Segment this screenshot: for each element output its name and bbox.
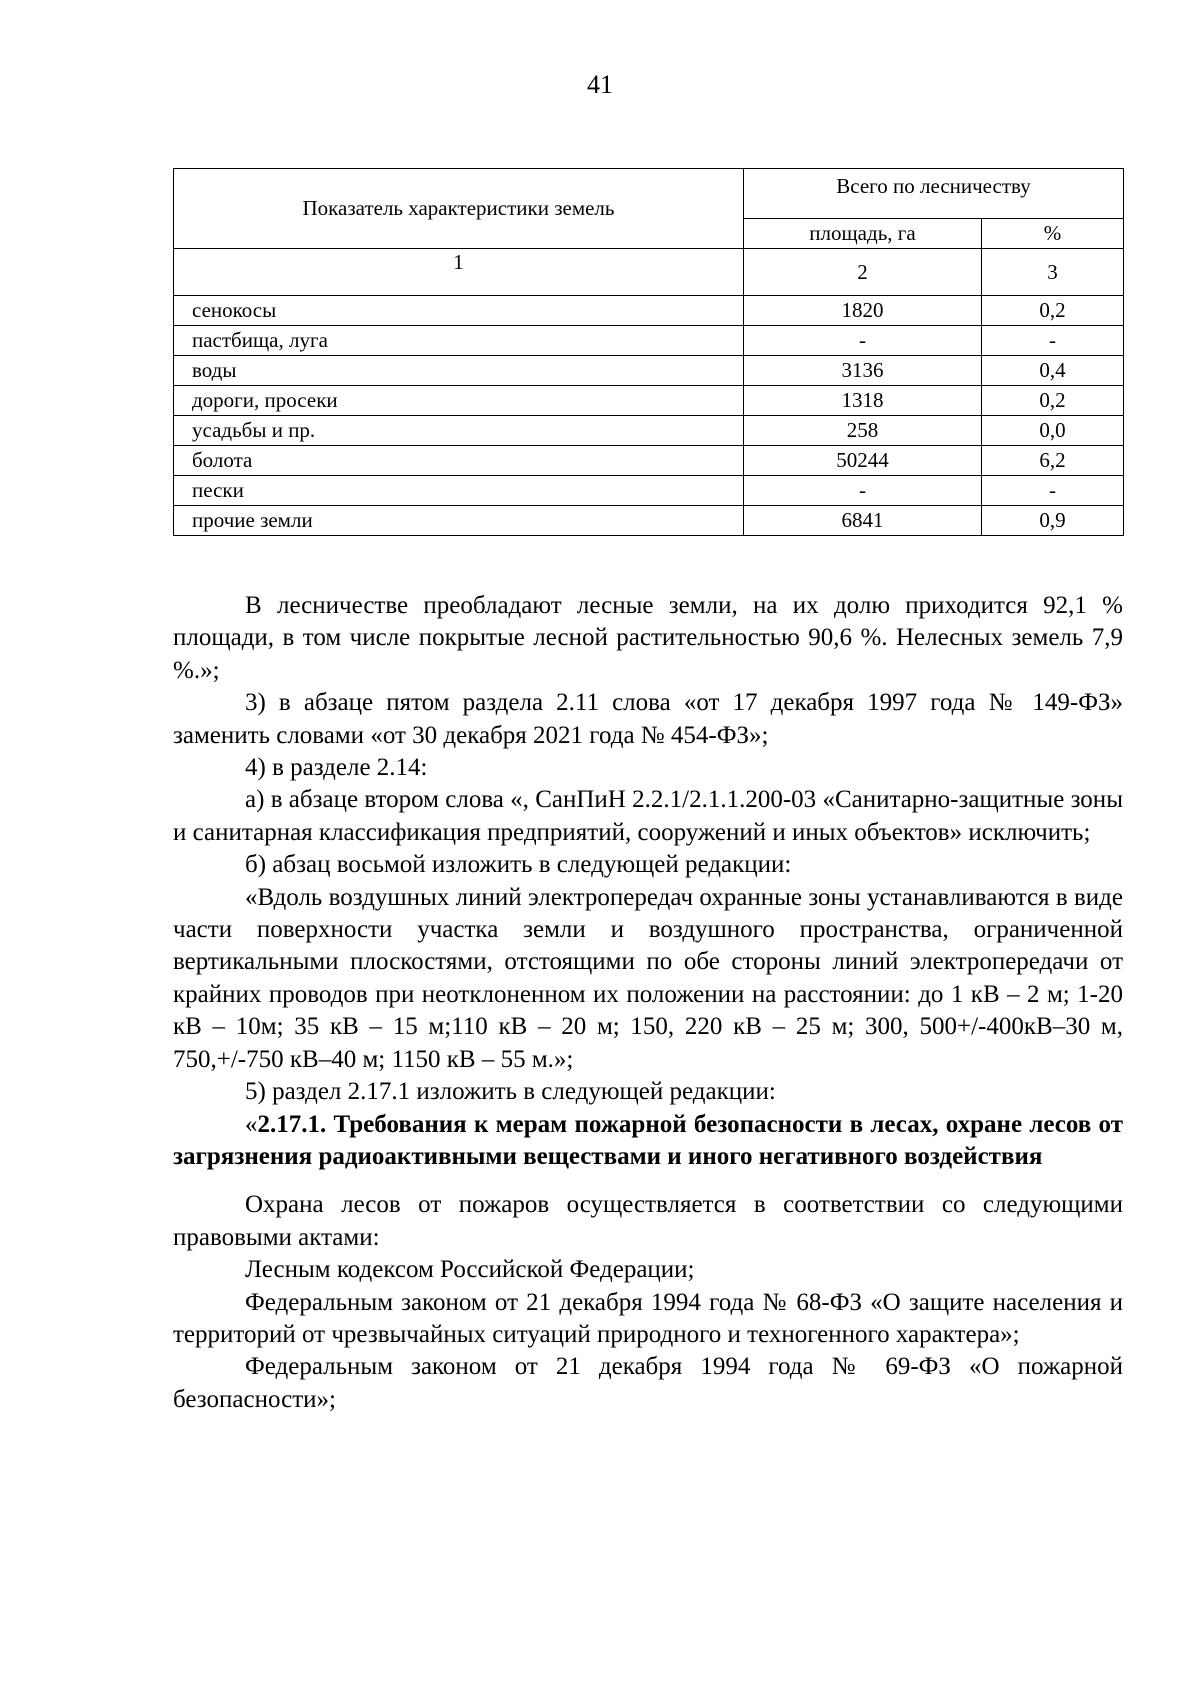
- table-row: [174, 476, 1124, 506]
- table-row: [174, 446, 1124, 476]
- row-percent: 0,2: [982, 386, 1124, 416]
- row-percent: 0,2: [982, 296, 1124, 326]
- paragraph-forest-code: Лесным кодексом Российской Федерации;: [245, 1256, 695, 1284]
- table-header-row: [174, 169, 1124, 219]
- group-header: Всего по лесничеству: [744, 169, 1124, 219]
- paragraph-item-5: 5) раздел 2.17.1 изложить в следующей редакции:: [245, 1078, 776, 1106]
- col3-header: %: [982, 219, 1124, 249]
- row-percent: 0,9: [982, 506, 1124, 536]
- paragraph-fire-protection: Охрана лесов от пожаров осуществляется в соответствии со следующими правовыми актами:: [173, 1191, 1123, 1251]
- column-number-1: 1: [174, 249, 744, 296]
- row-percent: 0,0: [982, 416, 1124, 446]
- row-percent: -: [982, 326, 1124, 356]
- table-row: [174, 356, 1124, 386]
- row-area: 3136: [744, 356, 982, 386]
- column-number-2: 2: [744, 249, 982, 296]
- row-percent: 0,4: [982, 356, 1124, 386]
- col1-header: Показатель характеристики земель: [174, 169, 744, 249]
- row-name: пастбища, луга: [174, 326, 744, 356]
- row-name: болота: [174, 446, 744, 476]
- row-name: пески: [174, 476, 744, 506]
- row-name: сенокосы: [174, 296, 744, 326]
- heading-text: 2.17.1. Требования к мерам пожарной безопасности в лесах, охране лесов от загрязнения радиоактивными веществами и иного негативного воздействия: [173, 1110, 1123, 1170]
- col2-header: площадь, га: [744, 219, 982, 249]
- page-number: 41: [587, 70, 613, 99]
- paragraph-item-4a: а) в абзаце втором слова «, СанПиН 2.2.1/2.1.1.200-03 «Санитарно-защитные зоны и санитарная классификация предприятий, сооружений и иных объектов» исключить;: [173, 786, 1123, 846]
- table-row: [174, 506, 1124, 536]
- paragraph-item-4: 4) в разделе 2.14:: [245, 754, 428, 782]
- row-name: дороги, просеки: [174, 386, 744, 416]
- paragraph-forest-lands: В лесничестве преобладают лесные земли, на их долю приходится 92,1 % площади, в том числе покрытые лесной растительностью 90,6 %. Нелесных земель 7,9 %.»;: [173, 592, 1123, 684]
- row-area: 258: [744, 416, 982, 446]
- row-name: воды: [174, 356, 744, 386]
- row-area: 50244: [744, 446, 982, 476]
- column-number-3: 3: [982, 249, 1124, 296]
- table-row: [174, 416, 1124, 446]
- row-area: -: [744, 476, 982, 506]
- paragraph-item-3: 3) в абзаце пятом раздела 2.11 слова «от 17 декабря 1997 года № 149-ФЗ» заменить словами «от 30 декабря 2021 года № 454-ФЗ»;: [173, 689, 1123, 749]
- paragraph-item-4b: б) абзац восьмой изложить в следующей редакции:: [245, 851, 792, 879]
- row-percent: -: [982, 476, 1124, 506]
- table-row: [174, 296, 1124, 326]
- row-name: прочие земли: [174, 506, 744, 536]
- heading-open-quote: «: [245, 1110, 258, 1138]
- paragraph-law-68: Федеральным законом от 21 декабря 1994 года № 68-ФЗ «О защите населения и территорий от чрезвычайных ситуаций природного и техногенного характера»;: [173, 1288, 1123, 1348]
- row-area: 1318: [744, 386, 982, 416]
- row-area: 6841: [744, 506, 982, 536]
- row-percent: 6,2: [982, 446, 1124, 476]
- land-characteristics-table: [173, 168, 1124, 536]
- body-text: [173, 590, 1123, 1416]
- table-row: [174, 326, 1124, 356]
- column-number-row: [174, 249, 1124, 296]
- paragraph-power-lines: «Вдоль воздушных линий электропередач охранные зоны устанавливаются в виде части поверхности участка земли и воздушного пространства, ограниченной вертикальными плоскостями, отстоящими по обе стороны линий электропередачи от крайних проводов при неотклоненном их положении на расстоянии: до 1 кВ – 2 м; 1-20 кВ – 10м; 35 кВ – 15 м;110 кВ – 20 м; 150, 220 кВ – 25 м; 300, 500+/-400кВ–30 м, 750,+/-750 кВ–40 м; 1150 кВ – 55 м.»;: [173, 883, 1123, 1073]
- section-heading-2-17-1: [173, 1109, 1123, 1174]
- row-name: усадьбы и пр.: [174, 416, 744, 446]
- paragraph-law-69: Федеральным законом от 21 декабря 1994 года № 69-ФЗ «О пожарной безопасности»;: [173, 1353, 1123, 1413]
- row-area: 1820: [744, 296, 982, 326]
- table-row: [174, 386, 1124, 416]
- row-area: -: [744, 326, 982, 356]
